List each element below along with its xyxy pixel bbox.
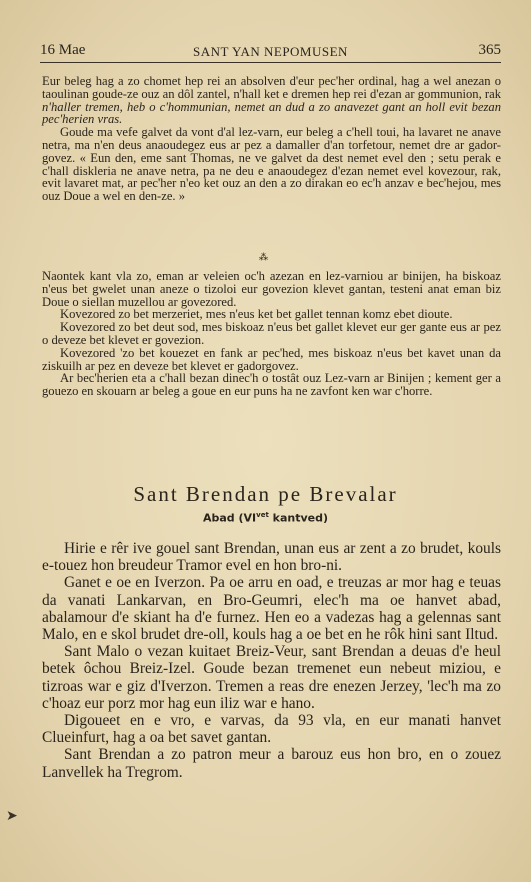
header-title: SANT YAN NEPOMUSEN <box>193 44 348 59</box>
subtitle-text-end: kantved) <box>268 511 329 525</box>
paragraph: Sant Malo o vezan kuitaet Breiz-Veur, sant Brendan a deuas d'e heul betek ôchou Breiz-Izel. Goude bezan tremenet eun nebeut miziou, e tizroas war e giz d'Iverzon. Tremen a reas dre enezen Jerzey, 'lec'h ma zo c'hoaz eur porz mor hag eun iliz war e hano. <box>42 643 501 712</box>
paragraph: Kovezored zo bet merzeriet, mes n'eus ket bet gallet tennan komz ebet dioute. <box>60 307 453 322</box>
page-number: 365 <box>478 42 501 58</box>
paragraph: Kovezored zo bet deut sod, mes biskoaz n'eus bet gallet klevet eur ger gante eus ar pez o deveze bet klevet er govezion. <box>42 320 501 347</box>
paragraph: Kovezored 'zo bet kouezet en fank ar pec'hed, mes biskoaz n'eus bet kavet unan da ziskuilh ar pez en deveze bet klevet er gadorgovez. <box>42 345 501 373</box>
section-confession-secrecy <box>42 75 501 203</box>
article-title: Sant Brendan pe Brevalar <box>133 482 398 506</box>
paragraph: Naontek kant vla zo, eman ar veleien oc'h azezan en lez-varniou ar binijen, ha biskoaz n'eus bet gwelet unan aneze o tizoloi eur govezion klevet gantan, testeni anat eman biz Doue o siellan muzellou ar govezored. <box>42 269 501 309</box>
running-header <box>40 40 501 63</box>
paragraph <box>42 75 501 126</box>
section-confessors <box>42 270 501 398</box>
paragraph: Goude ma vefe galvet da vont d'al lez-varn, eur beleg a c'hell toui, ha lavaret ne anave netra, ma n'en deus anaoudegez eus ar pez a damaller d'an torfetour, nemet dre ar gador-govez. « Eun den, eme sant Thomas, ne ve galvet da dest nemet evel den ; setu perak e c'hall diskleria ne anave netra, pa ne deu e anaoudegez d'ezan nemet evel kovezour, rak, evit lavaret mat, ar pec'her n'eo ket ouz an den a zo dirakan eo ec'h anzav e bec'hejou, mes ouz Doue a wel en den-ze. » <box>42 125 501 204</box>
paragraph: Sant Brendan a zo patron meur a barouz eus hon bro, en o zouez Lanvellek ha Tregrom. <box>42 746 501 781</box>
paragraph-text: Eur beleg hag a zo chomet hep rei an absolven d'eur pec'her ordinal, hag a wel anezan o taoulinan goude-ze ouz an dôl zantel, n'hall ket e dremen hep rei d'ezan ar gommunion, rak <box>42 74 501 101</box>
paragraph: Hirie e rêr ive gouel sant Brendan, unan eus ar zent a zo brudet, kouls e-touez hon breudeur Tramor evel en hon bro-ni. <box>42 540 501 575</box>
article-body <box>42 540 501 781</box>
article-subtitle <box>0 511 531 525</box>
margin-arrow-icon: ➤ <box>6 808 18 824</box>
section-divider: ⁂ <box>259 253 272 263</box>
header-date: 16 Mae <box>40 42 86 58</box>
paragraph: Ar bec'herien eta a c'hall bezan dinec'h o tostât ouz Lez-varn ar Binijen ; kement ger a gouezo en skouarn ar beleg a goue en eur puns ha ne zavfont ken war c'horre. <box>42 371 501 399</box>
paragraph: Digoueet en e vro, e varvas, da 93 vla, en eur manati hanvet Clueinfurt, hag a oa bet savet gantan. <box>42 712 501 747</box>
subtitle-text: Abad (VI <box>202 511 257 525</box>
italic-text: n'haller tremen, heb o c'hommunian, nemet an dud a zo anavezet gant an holl evit bezan pec'herien vras. <box>42 99 501 127</box>
paragraph: Ganet e oe en Iverzon. Pa oe arru en oad, e treuzas ar mor hag e teuas da vanati Lankarvan, en Bro-Geumri, elec'h ma oe hanvet abad, abalamour d'e skiant ha d'e furnez. Hen eo a vadezas hag a gelennas sant Malo, en e skol brudet dre-oll, kouls hag a oe bet en he rôk hini sant Iltud. <box>42 574 501 644</box>
subtitle-superscript: vet <box>256 511 269 519</box>
